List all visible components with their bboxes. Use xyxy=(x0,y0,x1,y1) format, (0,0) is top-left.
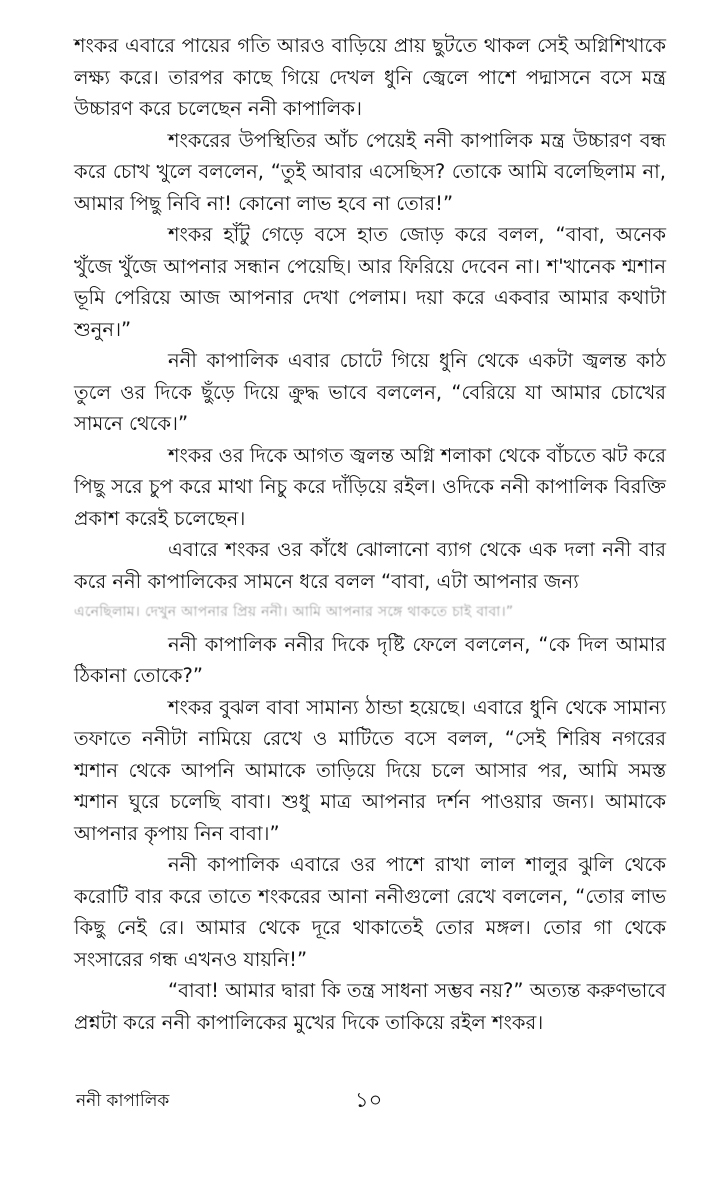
paragraph-7: ননী কাপালিক ননীর দিকে দৃষ্টি ফেলে বললেন, “কে দিল আমার ঠিকানা তোকে?” xyxy=(74,632,666,687)
paragraph-3: শংকর হাঁটু গেড়ে বসে হাত জোড় করে বলল, “বাবা, অনেক খুঁজে খুঁজে আপনার সন্ধান পেয়েছি। আর ফিরিয়ে দেবেন না। শ'খানেক শ্মশান ভূমি পেরিয়ে আজ আপনার দেখা পেলাম। দয়া করে একবার আমার কথাটা শুনুন।” xyxy=(74,223,666,341)
faded-print-line: এনেছিলাম। দেখুন আপনার প্রিয় ননী। আমি আপনার সঙ্গে থাকতে চাই বাবা।” xyxy=(74,604,514,620)
paragraph-6: এবারে শংকর ওর কাঁধে ঝোলানো ব্যাগ থেকে এক দলা ননী বার করে ননী কাপালিকের সামনে ধরে বলল “বাবা, এটা আপনার জন্য xyxy=(74,538,666,593)
paragraph-1: শংকর এবারে পায়ের গতি আরও বাড়িয়ে প্রায় ছুটতে থাকল সেই অগ্নিশিখাকে লক্ষ্য করে। তারপর কাছে গিয়ে দেখল ধুনি জ্বেলে পাশে পদ্মাসনে বসে মন্ত্র উচ্চারণ করে চলেছেন ননী কাপালিক। xyxy=(74,34,666,120)
paragraph-5: শংকর ওর দিকে আগত জ্বলন্ত অগ্নি শলাকা থেকে বাঁচতে ঝট করে পিছু সরে চুপ করে মাথা নিচু করে দাঁড়িয়ে রইল। ওদিকে ননী কাপালিক বিরক্তি প্রকাশ করেই চলেছেন। xyxy=(74,443,666,530)
page-number: ১০ xyxy=(355,1088,383,1112)
story-text xyxy=(74,30,666,1038)
running-footer-title: ননী কাপালিক xyxy=(76,1091,170,1111)
paragraph-8: শংকর বুঝল বাবা সামান্য ঠান্ডা হয়েছে। এবারে ধুনি থেকে সামান্য তফাতে ননীটা নামিয়ে রেখে ও মাটিতে বসে বলল, “সেই শিরিষ নগরের শ্মশান থেকে আপনি আমাকে তাড়িয়ে দিয়ে চলে আসার পর, আমি সমস্ত শ্মশান ঘুরে চলেছি বাবা। শুধু মাত্র আপনার দর্শন পাওয়ার জন্য। আমাকে আপনার কৃপায় নিন বাবা।” xyxy=(74,695,666,845)
paragraph-4: ননী কাপালিক এবার চোটে গিয়ে ধুনি থেকে একটা জ্বলন্ত কাঠ তুলে ওর দিকে ছুঁড়ে দিয়ে ক্রুদ্ধ ভাবে বললেন, “বেরিয়ে যা আমার চোখের সামনে থেকে।” xyxy=(74,349,666,435)
paragraph-2: শংকরের উপস্থিতির আঁচ পেয়েই ননী কাপালিক মন্ত্র উচ্চারণ বন্ধ করে চোখ খুলে বললেন, “তুই আবার এসেছিস? তোকে আমি বলেছিলাম না, আমার পিছু নিবি না! কোনো লাভ হবে না তোর!” xyxy=(74,128,666,215)
paragraph-10: “বাবা! আমার দ্বারা কি তন্ত্র সাধনা সম্ভব নয়?” অত্যন্ত করুণভাবে প্রশ্নটা করে ননী কাপালিকের মুখের দিকে তাকিয়ে রইল শংকর। xyxy=(74,979,666,1034)
paragraph-9: ননী কাপালিক এবারে ওর পাশে রাখা লাল শালুর ঝুলি থেকে করোটি বার করে তাতে শংকরের আনা ননীগুলো রেখে বললেন, “তোর লাভ কিছু নেই রে। আমার থেকে দূরে থাকাতেই তোর মঙ্গল। তোর গা থেকে সংসারের গন্ধ এখনও যায়নি!” xyxy=(74,853,666,971)
